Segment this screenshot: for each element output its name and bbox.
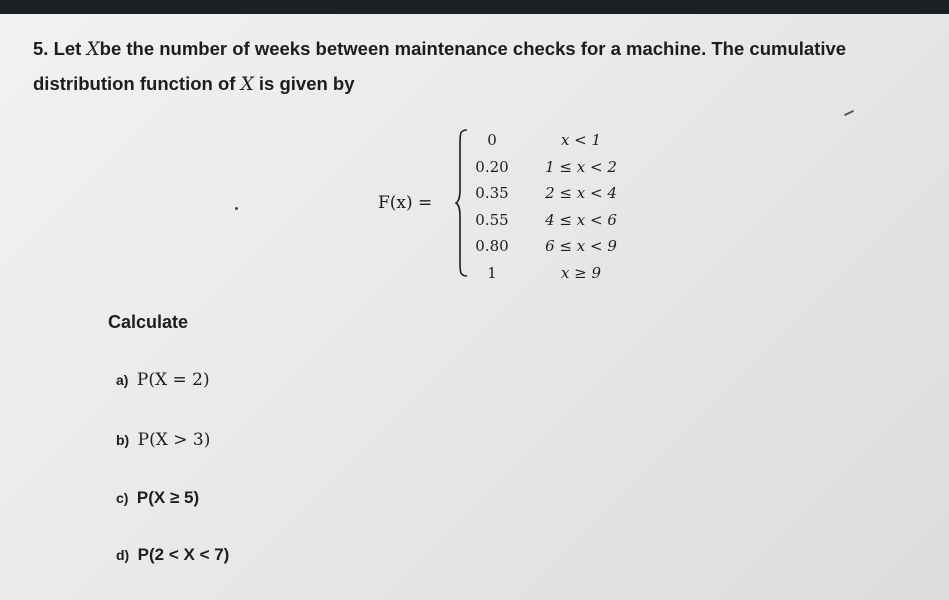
part-d xyxy=(116,545,229,565)
part-expression: P(X > 3) xyxy=(137,430,211,450)
part-expression: P(X ≥ 5) xyxy=(136,488,200,507)
part-letter: c) xyxy=(116,490,129,506)
cdf-condition: x ≥ 9 xyxy=(560,263,602,282)
cdf-conditions xyxy=(528,127,634,286)
dot-mark xyxy=(235,207,238,210)
question-line-2 xyxy=(33,67,846,102)
cdf-value: 0.80 xyxy=(475,237,509,255)
question-text xyxy=(33,32,846,102)
calculate-heading: Calculate xyxy=(108,312,189,332)
part-c xyxy=(116,488,199,508)
cdf-condition: 4 ≤ x < 6 xyxy=(545,210,617,229)
part-letter: a) xyxy=(116,372,129,388)
part-letter: d) xyxy=(116,547,130,563)
cdf-value: 1 xyxy=(487,263,497,282)
cdf-value: 0.20 xyxy=(475,157,509,176)
part-expression: P(X = 2) xyxy=(136,370,210,390)
cdf-value: 0 xyxy=(487,131,497,149)
cdf-value: 0.35 xyxy=(475,184,509,202)
variable-x: X xyxy=(240,74,254,95)
cdf-condition: 6 ≤ x < 9 xyxy=(545,237,617,255)
part-b xyxy=(116,430,210,450)
cdf-condition: 2 ≤ x < 4 xyxy=(545,184,617,202)
top-dark-bar xyxy=(0,0,949,14)
part-letter: b) xyxy=(116,432,130,448)
question-line-1-suffix: be the number of weeks between maintenance checks for a machine. The cumulative xyxy=(99,38,847,59)
cdf-values xyxy=(466,127,518,286)
variable-x: X xyxy=(86,39,100,60)
cdf-value: 0.55 xyxy=(475,210,509,229)
question-line-2-prefix: distribution function of xyxy=(33,73,241,94)
cdf-condition: 1 ≤ x < 2 xyxy=(545,157,617,176)
cdf-lhs: F(x) = xyxy=(378,193,433,213)
question-line-1 xyxy=(33,32,846,67)
cdf-condition: x < 1 xyxy=(560,131,602,149)
part-expression: P(2 < X < 7) xyxy=(137,545,230,564)
speck-mark xyxy=(844,110,854,116)
question-line-2-suffix: is given by xyxy=(253,73,355,94)
part-a xyxy=(116,370,210,390)
question-line-1-prefix: 5. Let xyxy=(33,38,87,59)
